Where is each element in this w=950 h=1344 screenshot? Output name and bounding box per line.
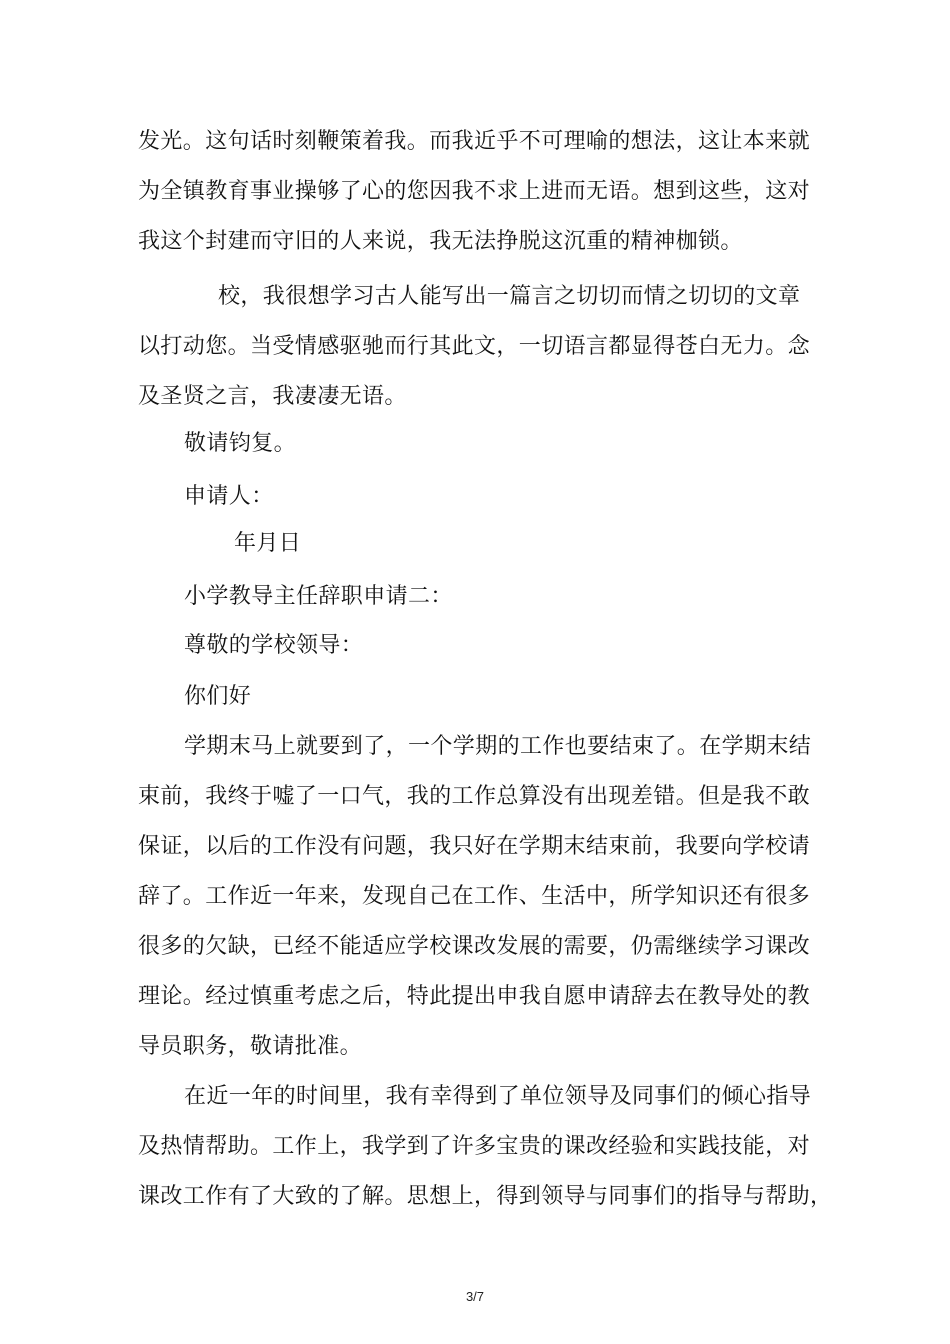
text-line: 校，我很想学习古人能写出一篇言之切切而情之切切的文章	[218, 284, 801, 309]
text-line: 及热情帮助。工作上，我学到了许多宝贵的课改经验和实践技能，对	[138, 1134, 811, 1159]
text-line: 理论。经过慎重考虑之后，特此提出申我自愿申请辞去在教导处的教	[138, 984, 811, 1009]
text-line: 课改工作有了大致的了解。思想上，得到领导与同事们的指导与帮助，	[138, 1184, 833, 1209]
text-line: 我这个封建而守旧的人来说，我无法挣脱这沉重的精神枷锁。	[138, 229, 743, 254]
text-line: 申请人：	[184, 484, 274, 509]
text-line: 束前，我终于嘘了一口气，我的工作总算没有出现差错。但是我不敢	[138, 784, 811, 809]
text-line: 导员职务，敬请批准。	[138, 1034, 363, 1059]
text-line: 辞了。工作近一年来，发现自己在工作、生活中，所学知识还有很多	[138, 884, 811, 909]
text-line: 保证，以后的工作没有问题，我只好在学期末结束前，我要向学校请	[138, 834, 811, 859]
text-line: 小学教导主任辞职申请二：	[184, 584, 453, 609]
text-line: 年月日	[234, 531, 302, 556]
page-number: 3/7	[465, 1289, 485, 1304]
text-line: 以打动您。当受情感驱驰而行其此文，一切语言都显得苍白无力。念	[138, 334, 811, 359]
text-line: 在近一年的时间里，我有幸得到了单位领导及同事们的倾心指导	[184, 1084, 812, 1109]
text-line: 你们好	[184, 684, 252, 709]
text-line: 尊敬的学校领导：	[184, 633, 364, 658]
text-line: 及圣贤之言，我凄凄无语。	[138, 384, 407, 409]
text-line: 敬请钧复。	[184, 431, 297, 456]
text-line: 学期末马上就要到了，一个学期的工作也要结束了。在学期末结	[184, 734, 812, 759]
text-line: 很多的欠缺，已经不能适应学校课改发展的需要，仍需继续学习课改	[138, 934, 811, 959]
text-line: 发光。这句话时刻鞭策着我。而我近乎不可理喻的想法，这让本来就	[138, 129, 811, 154]
text-line: 为全镇教育事业操够了心的您因我不求上进而无语。想到这些，这对	[138, 179, 811, 204]
